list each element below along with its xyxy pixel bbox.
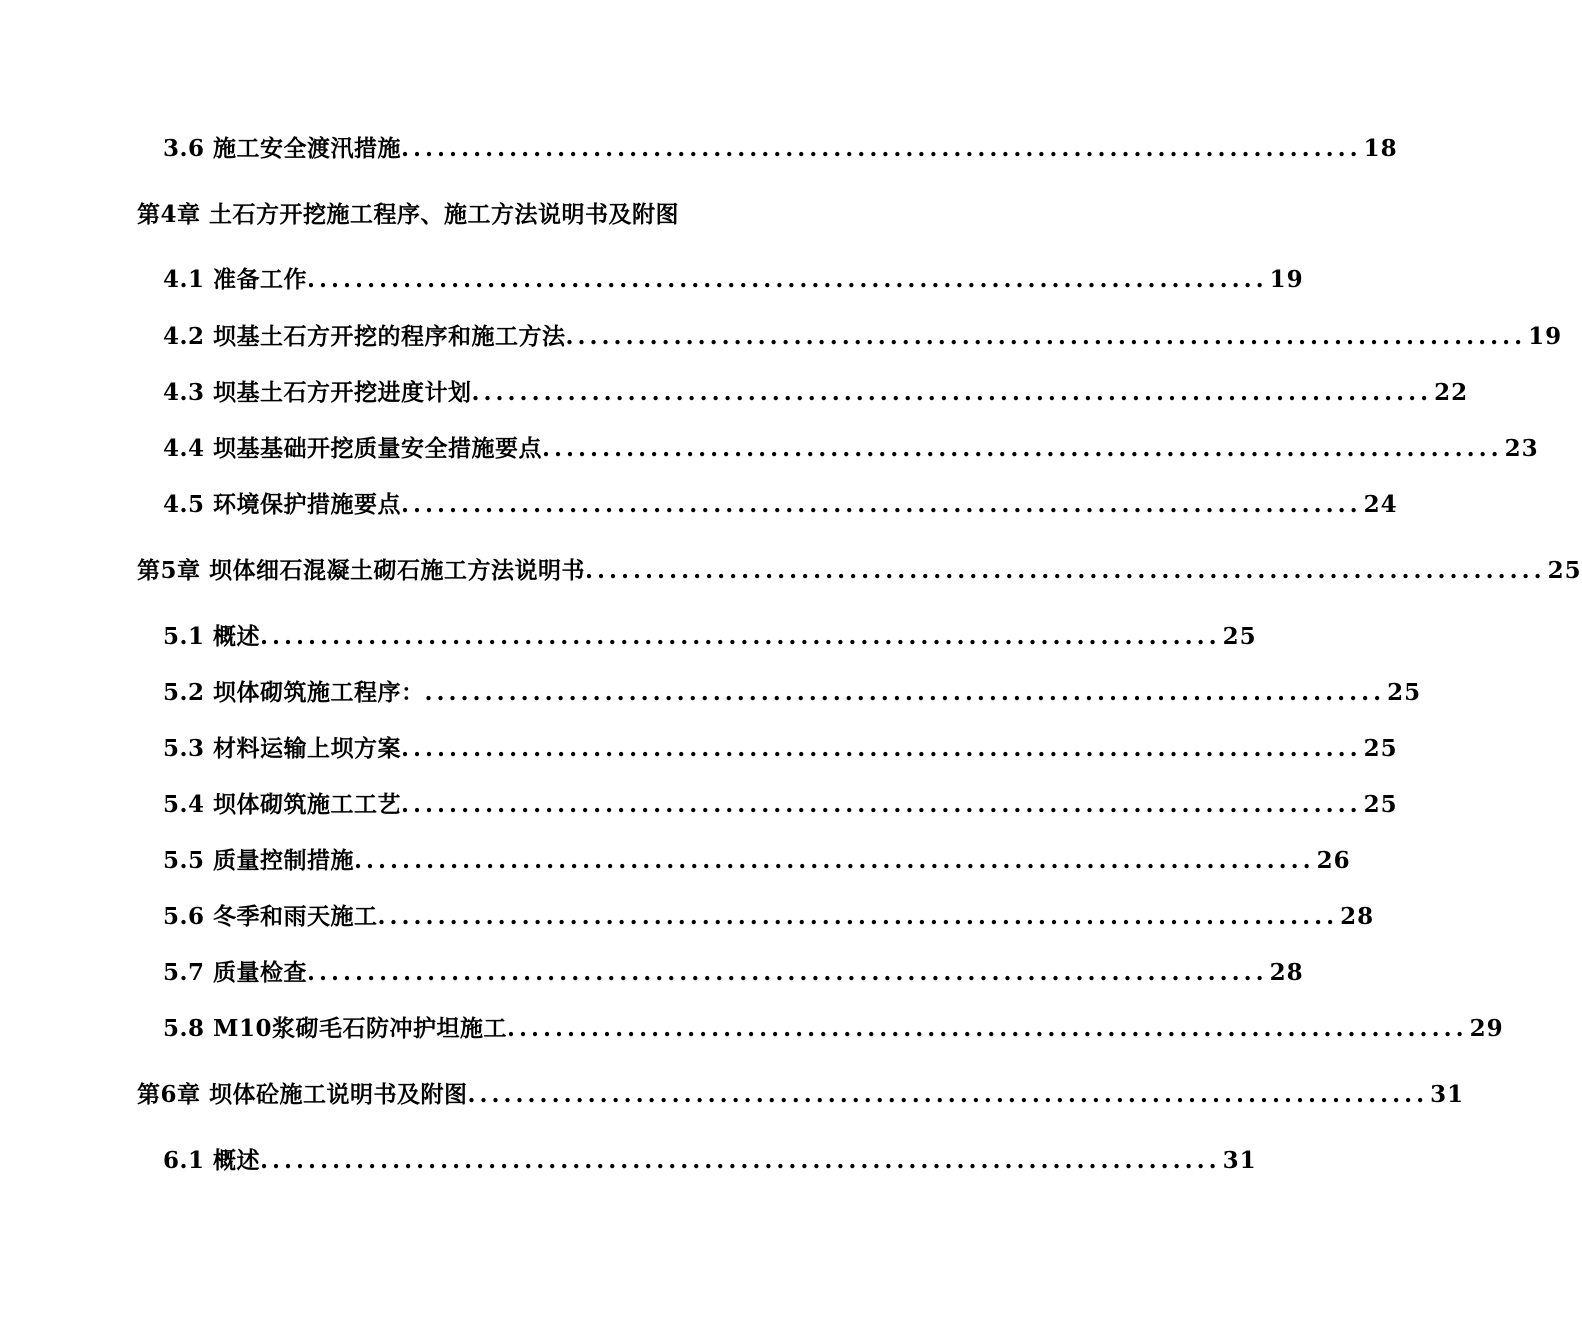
toc-page-number: 25 <box>1222 623 1257 650</box>
toc-entry-label: 6.1 概述 <box>163 1147 261 1174</box>
toc-dot-leader: ................................................................................ <box>542 435 1503 462</box>
toc-page-number: 25 <box>1387 679 1422 706</box>
toc-entry-label: 5.2 坝体砌筑施工程序： <box>163 679 425 706</box>
toc-entry-label: 第6章 坝体砼施工说明书及附图 <box>137 1081 468 1108</box>
toc-dot-leader: ................................................................................ <box>565 323 1527 350</box>
toc-page-number: 19 <box>1269 266 1304 293</box>
toc-entry-label: 5.4 坝体砌筑施工工艺 <box>163 791 402 818</box>
toc-page-number: 22 <box>1434 379 1469 406</box>
toc-entry[interactable] <box>163 785 1398 825</box>
toc-entry-label: 3.6 施工安全渡汛措施 <box>163 135 402 162</box>
toc-entry-label: 5.7 质量检查 <box>163 959 308 986</box>
toc-entry[interactable] <box>163 260 1304 300</box>
toc-entry-label: 4.2 坝基土石方开挖的程序和施工方法 <box>163 323 566 350</box>
toc-page-number: 25 <box>1547 557 1582 584</box>
toc-entry-label: 5.3 材料运输上坝方案 <box>163 735 402 762</box>
toc-entry[interactable] <box>163 1141 1257 1181</box>
toc-entry-label: 第4章 土石方开挖施工程序、施工方法说明书及附图 <box>137 201 680 228</box>
toc-entry[interactable] <box>163 373 1469 413</box>
toc-entry[interactable] <box>163 129 1398 169</box>
toc-entry[interactable] <box>163 841 1351 881</box>
toc-page-number: 19 <box>1528 323 1563 350</box>
toc-dot-leader: ................................................................................ <box>467 1081 1429 1108</box>
toc-entry-label: 4.5 环境保护措施要点 <box>163 491 402 518</box>
toc-chapter-entry[interactable] <box>137 195 859 235</box>
toc-page-number: 28 <box>1269 959 1304 986</box>
toc-entry[interactable] <box>163 729 1398 769</box>
toc-entry-label: 5.5 质量控制措施 <box>163 847 355 874</box>
toc-entry[interactable] <box>163 897 1375 937</box>
toc-page-number: 25 <box>1363 791 1398 818</box>
toc-page-number: 26 <box>1316 847 1351 874</box>
toc-chapter-entry[interactable] <box>137 551 1582 591</box>
toc-entry[interactable] <box>163 317 1563 357</box>
toc-dot-leader: ................................................................................ <box>354 847 1315 874</box>
toc-entry-label: 4.4 坝基基础开挖质量安全措施要点 <box>163 435 543 462</box>
toc-dot-leader: ................................................................................ <box>307 959 1268 986</box>
toc-entry-label: 第5章 坝体细石混凝土砌石施工方法说明书 <box>137 557 586 584</box>
toc-dot-leader: ................................................................................ <box>424 679 1386 706</box>
toc-page-number: 18 <box>1363 135 1398 162</box>
toc-dot-leader: ................................................................................ <box>401 735 1362 762</box>
toc-entry[interactable] <box>163 1009 1504 1049</box>
toc-page-number: 31 <box>1430 1081 1465 1108</box>
toc-dot-leader: ................................................................................ <box>471 379 1433 406</box>
toc-dot-leader: ................................................................................ <box>401 135 1362 162</box>
toc-page-number: 25 <box>1363 735 1398 762</box>
toc-entry-label: 4.3 坝基土石方开挖进度计划 <box>163 379 472 406</box>
toc-entry-label: 5.8 M10浆砌毛石防冲护坦施工 <box>163 1015 507 1042</box>
toc-page-number: 29 <box>1469 1015 1504 1042</box>
toc-dot-leader: ................................................................................ <box>507 1015 1468 1042</box>
toc-entry-label: 4.1 准备工作 <box>163 266 308 293</box>
toc-dot-leader: ................................................................................ <box>377 903 1339 930</box>
toc-page-number: 28 <box>1340 903 1375 930</box>
toc-entry[interactable] <box>163 617 1257 657</box>
toc-entry-label: 5.1 概述 <box>163 623 261 650</box>
toc-dot-leader: ................................................................................ <box>260 623 1221 650</box>
toc-dot-leader: ................................................................................ <box>585 557 1546 584</box>
toc-dot-leader: ................................................................................ <box>260 1147 1221 1174</box>
toc-page-number: 24 <box>1363 491 1398 518</box>
toc-chapter-entry[interactable] <box>137 1075 1465 1115</box>
toc-entry[interactable] <box>163 953 1304 993</box>
toc-page-number: 31 <box>1222 1147 1257 1174</box>
toc-entry[interactable] <box>163 673 1422 713</box>
toc-page-number: 23 <box>1504 435 1539 462</box>
toc-entry-label: 5.6 冬季和雨天施工 <box>163 903 378 930</box>
toc-entry[interactable] <box>163 485 1398 525</box>
toc-dot-leader: ................................................................................ <box>401 491 1362 518</box>
toc-dot-leader: ................................................................................ <box>307 266 1268 293</box>
toc-dot-leader: ................................................................................ <box>401 791 1362 818</box>
toc-entry[interactable] <box>163 429 1539 469</box>
